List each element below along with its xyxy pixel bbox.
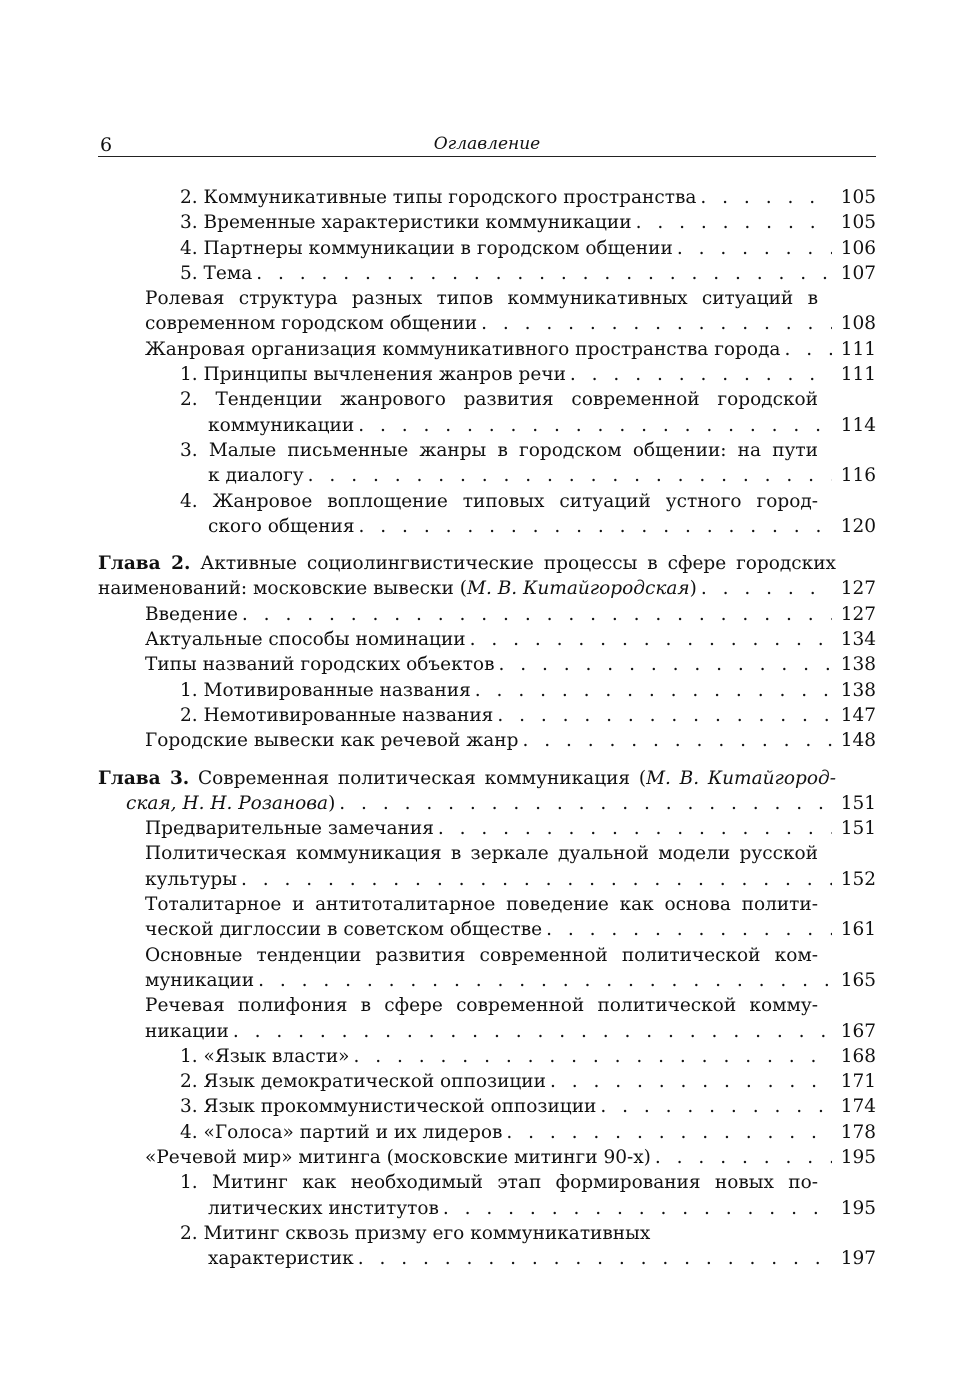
leader-dots [550, 1069, 832, 1094]
chapter-authors: ская, Н. Н. Розанова [126, 792, 329, 814]
toc-entry[interactable]: ческой диглоссии в советском обществе . . . 161 [98, 917, 876, 942]
toc-page: 148 [840, 730, 876, 752]
leader-dots [499, 652, 833, 677]
leader-dots [256, 261, 832, 286]
leader-dots [600, 1094, 832, 1119]
chapter-authors: М. В. Китайгородская [467, 578, 690, 600]
leader-dots [258, 968, 832, 993]
toc-entry-line[interactable]: 1. Митинг как необходимый этап формирования новых по- [180, 1172, 818, 1194]
toc-entry[interactable]: 1. Мотивированные названия . . . 138 [98, 678, 876, 703]
toc-entry-line[interactable]: 2. Митинг сквозь призму его коммуникативных [180, 1222, 651, 1244]
toc-entry-line[interactable]: Речевая полифония в сфере современной политической комму- [145, 995, 818, 1017]
toc-page: 107 [840, 262, 876, 284]
leader-dots [358, 1246, 832, 1271]
toc-entry[interactable]: ского общения . . . 120 [98, 514, 876, 539]
chapter-label: Глава 3. [98, 767, 190, 789]
toc-page: 114 [840, 414, 876, 436]
toc-page: 174 [840, 1096, 876, 1118]
toc-entry[interactable]: Актуальные способы номинации . . . 134 [98, 627, 876, 652]
chapter-3-heading[interactable]: Глава 3. Современная политическая коммуникация (М. В. Китайгород- [98, 767, 836, 789]
leader-dots [481, 311, 832, 336]
toc-page: 105 [840, 187, 876, 208]
toc-entry[interactable]: Типы названий городских объектов . . . 138 [98, 652, 876, 677]
leader-dots [636, 210, 832, 235]
toc-entry[interactable]: Жанровая организация коммуникативного пространства города . . . 111 [98, 337, 876, 362]
toc-entry[interactable]: литических институтов . . . 195 [98, 1196, 876, 1221]
toc-entry[interactable]: 1. Принципы вычленения жанров речи . . . 111 [98, 362, 876, 387]
toc-page: 106 [840, 237, 876, 259]
toc-entry-line[interactable]: 4. Жанровое воплощение типовых ситуаций устного город- [180, 490, 818, 512]
toc-entry[interactable]: культуры . . . 152 [98, 867, 876, 892]
leader-dots [522, 728, 832, 753]
toc-entry-line[interactable]: Политическая коммуникация в зеркале дуальной модели русской [145, 843, 818, 865]
toc-entry-line[interactable]: Ролевая структура разных типов коммуникативных ситуаций в [145, 288, 818, 310]
chapter-2-heading[interactable]: Глава 2. Активные социолингвистические процессы в сфере городских [98, 553, 836, 575]
leader-dots [677, 236, 832, 261]
leader-dots [358, 413, 832, 438]
toc-entry[interactable]: ская, Н. Н. Розанова) . . . 151 [98, 791, 876, 816]
toc-page: 165 [840, 969, 876, 991]
toc-entry[interactable]: характеристик . . . 197 [98, 1246, 876, 1271]
leader-dots [241, 867, 832, 892]
table-of-contents [98, 185, 876, 1271]
leader-dots [784, 337, 832, 362]
leader-dots [701, 576, 832, 601]
toc-entry[interactable]: 2. Коммуникативные типы городского пространства . . . 105 [98, 185, 876, 210]
toc-page: 195 [840, 1197, 876, 1219]
toc-page: 161 [840, 919, 876, 941]
leader-dots [655, 1145, 832, 1170]
leader-dots [497, 703, 832, 728]
toc-page: 116 [840, 465, 876, 487]
toc-entry[interactable]: 1. «Язык власти» . . . 168 [98, 1044, 876, 1069]
toc-page: 120 [840, 515, 876, 537]
toc-page: 138 [840, 654, 876, 676]
toc-page: 111 [840, 364, 876, 386]
page-header [98, 134, 876, 157]
leader-dots [700, 185, 832, 210]
leader-dots [475, 678, 832, 703]
toc-entry-line[interactable]: Тоталитарное и антитоталитарное поведение как основа полити- [145, 894, 818, 916]
toc-entry[interactable]: 2. Язык демократической оппозиции . . . 171 [98, 1069, 876, 1094]
toc-page: 168 [840, 1045, 876, 1067]
leader-dots [339, 791, 832, 816]
page-number: 6 [100, 134, 113, 156]
toc-page: 151 [840, 792, 876, 814]
toc-page: 167 [840, 1020, 876, 1042]
running-title: Оглавление [433, 134, 541, 154]
leader-dots [308, 463, 832, 488]
toc-entry[interactable]: к диалогу . . . 116 [98, 463, 876, 488]
toc-page: 105 [840, 212, 876, 234]
toc-page: 138 [840, 679, 876, 701]
toc-page: 197 [840, 1248, 876, 1270]
toc-entry[interactable]: коммуникации . . . 114 [98, 413, 876, 438]
toc-entry[interactable]: «Речевой мир» митинга (московские митинги 90-х) . . . 195 [98, 1145, 876, 1170]
toc-page: 111 [840, 338, 876, 360]
leader-dots [506, 1120, 832, 1145]
leader-dots [359, 514, 832, 539]
leader-dots [242, 602, 832, 627]
leader-dots [570, 362, 832, 387]
toc-entry[interactable]: Предварительные замечания . . . 151 [98, 816, 876, 841]
toc-page: 152 [840, 868, 876, 890]
toc-entry[interactable]: 4. Партнеры коммуникации в городском общении . . . 106 [98, 236, 876, 261]
toc-page: 127 [840, 603, 876, 625]
toc-entry[interactable]: никации . . . 167 [98, 1019, 876, 1044]
toc-entry-line[interactable]: Основные тенденции развития современной политической ком- [145, 944, 818, 966]
leader-dots [233, 1019, 832, 1044]
leader-dots [354, 1044, 833, 1069]
leader-dots [443, 1196, 832, 1221]
toc-page: 195 [840, 1146, 876, 1168]
toc-entry[interactable]: 5. Тема . . . 107 [98, 261, 876, 286]
leader-dots [438, 816, 832, 841]
toc-entry[interactable]: Городские вывески как речевой жанр . . . 148 [98, 728, 876, 753]
toc-page: 178 [840, 1121, 876, 1143]
toc-entry[interactable]: 4. «Голоса» партий и их лидеров . . . 178 [98, 1120, 876, 1145]
toc-entry-line[interactable]: 3. Малые письменные жанры в городском общении: на пути [180, 439, 818, 461]
toc-entry-line[interactable]: 2. Тенденции жанрового развития современной городской [180, 389, 818, 411]
toc-page: 171 [840, 1071, 876, 1093]
toc-entry[interactable]: наименований: московские вывески (М. В. Китайгородская) . . . 127 [98, 576, 876, 601]
toc-entry[interactable]: 3. Временные характеристики коммуникации . . . 105 [98, 210, 876, 235]
toc-entry[interactable]: муникации . . . 165 [98, 968, 876, 993]
chapter-label: Глава 2. [98, 553, 191, 575]
toc-entry[interactable]: 2. Немотивированные названия . . . 147 [98, 703, 876, 728]
toc-entry[interactable]: современном городском общении . . . 108 [98, 311, 876, 336]
toc-page: 147 [840, 704, 876, 726]
toc-page: 151 [840, 818, 876, 840]
toc-entry[interactable]: Введение . . . 127 [98, 602, 876, 627]
leader-dots [470, 627, 832, 652]
leader-dots [546, 917, 832, 942]
toc-entry[interactable]: 3. Язык прокоммунистической оппозиции . . . 174 [98, 1094, 876, 1119]
toc-page: 134 [840, 629, 876, 651]
chapter-authors: М. В. Китайгород- [646, 767, 836, 789]
toc-page: 108 [840, 313, 876, 335]
toc-page: 127 [840, 578, 876, 600]
